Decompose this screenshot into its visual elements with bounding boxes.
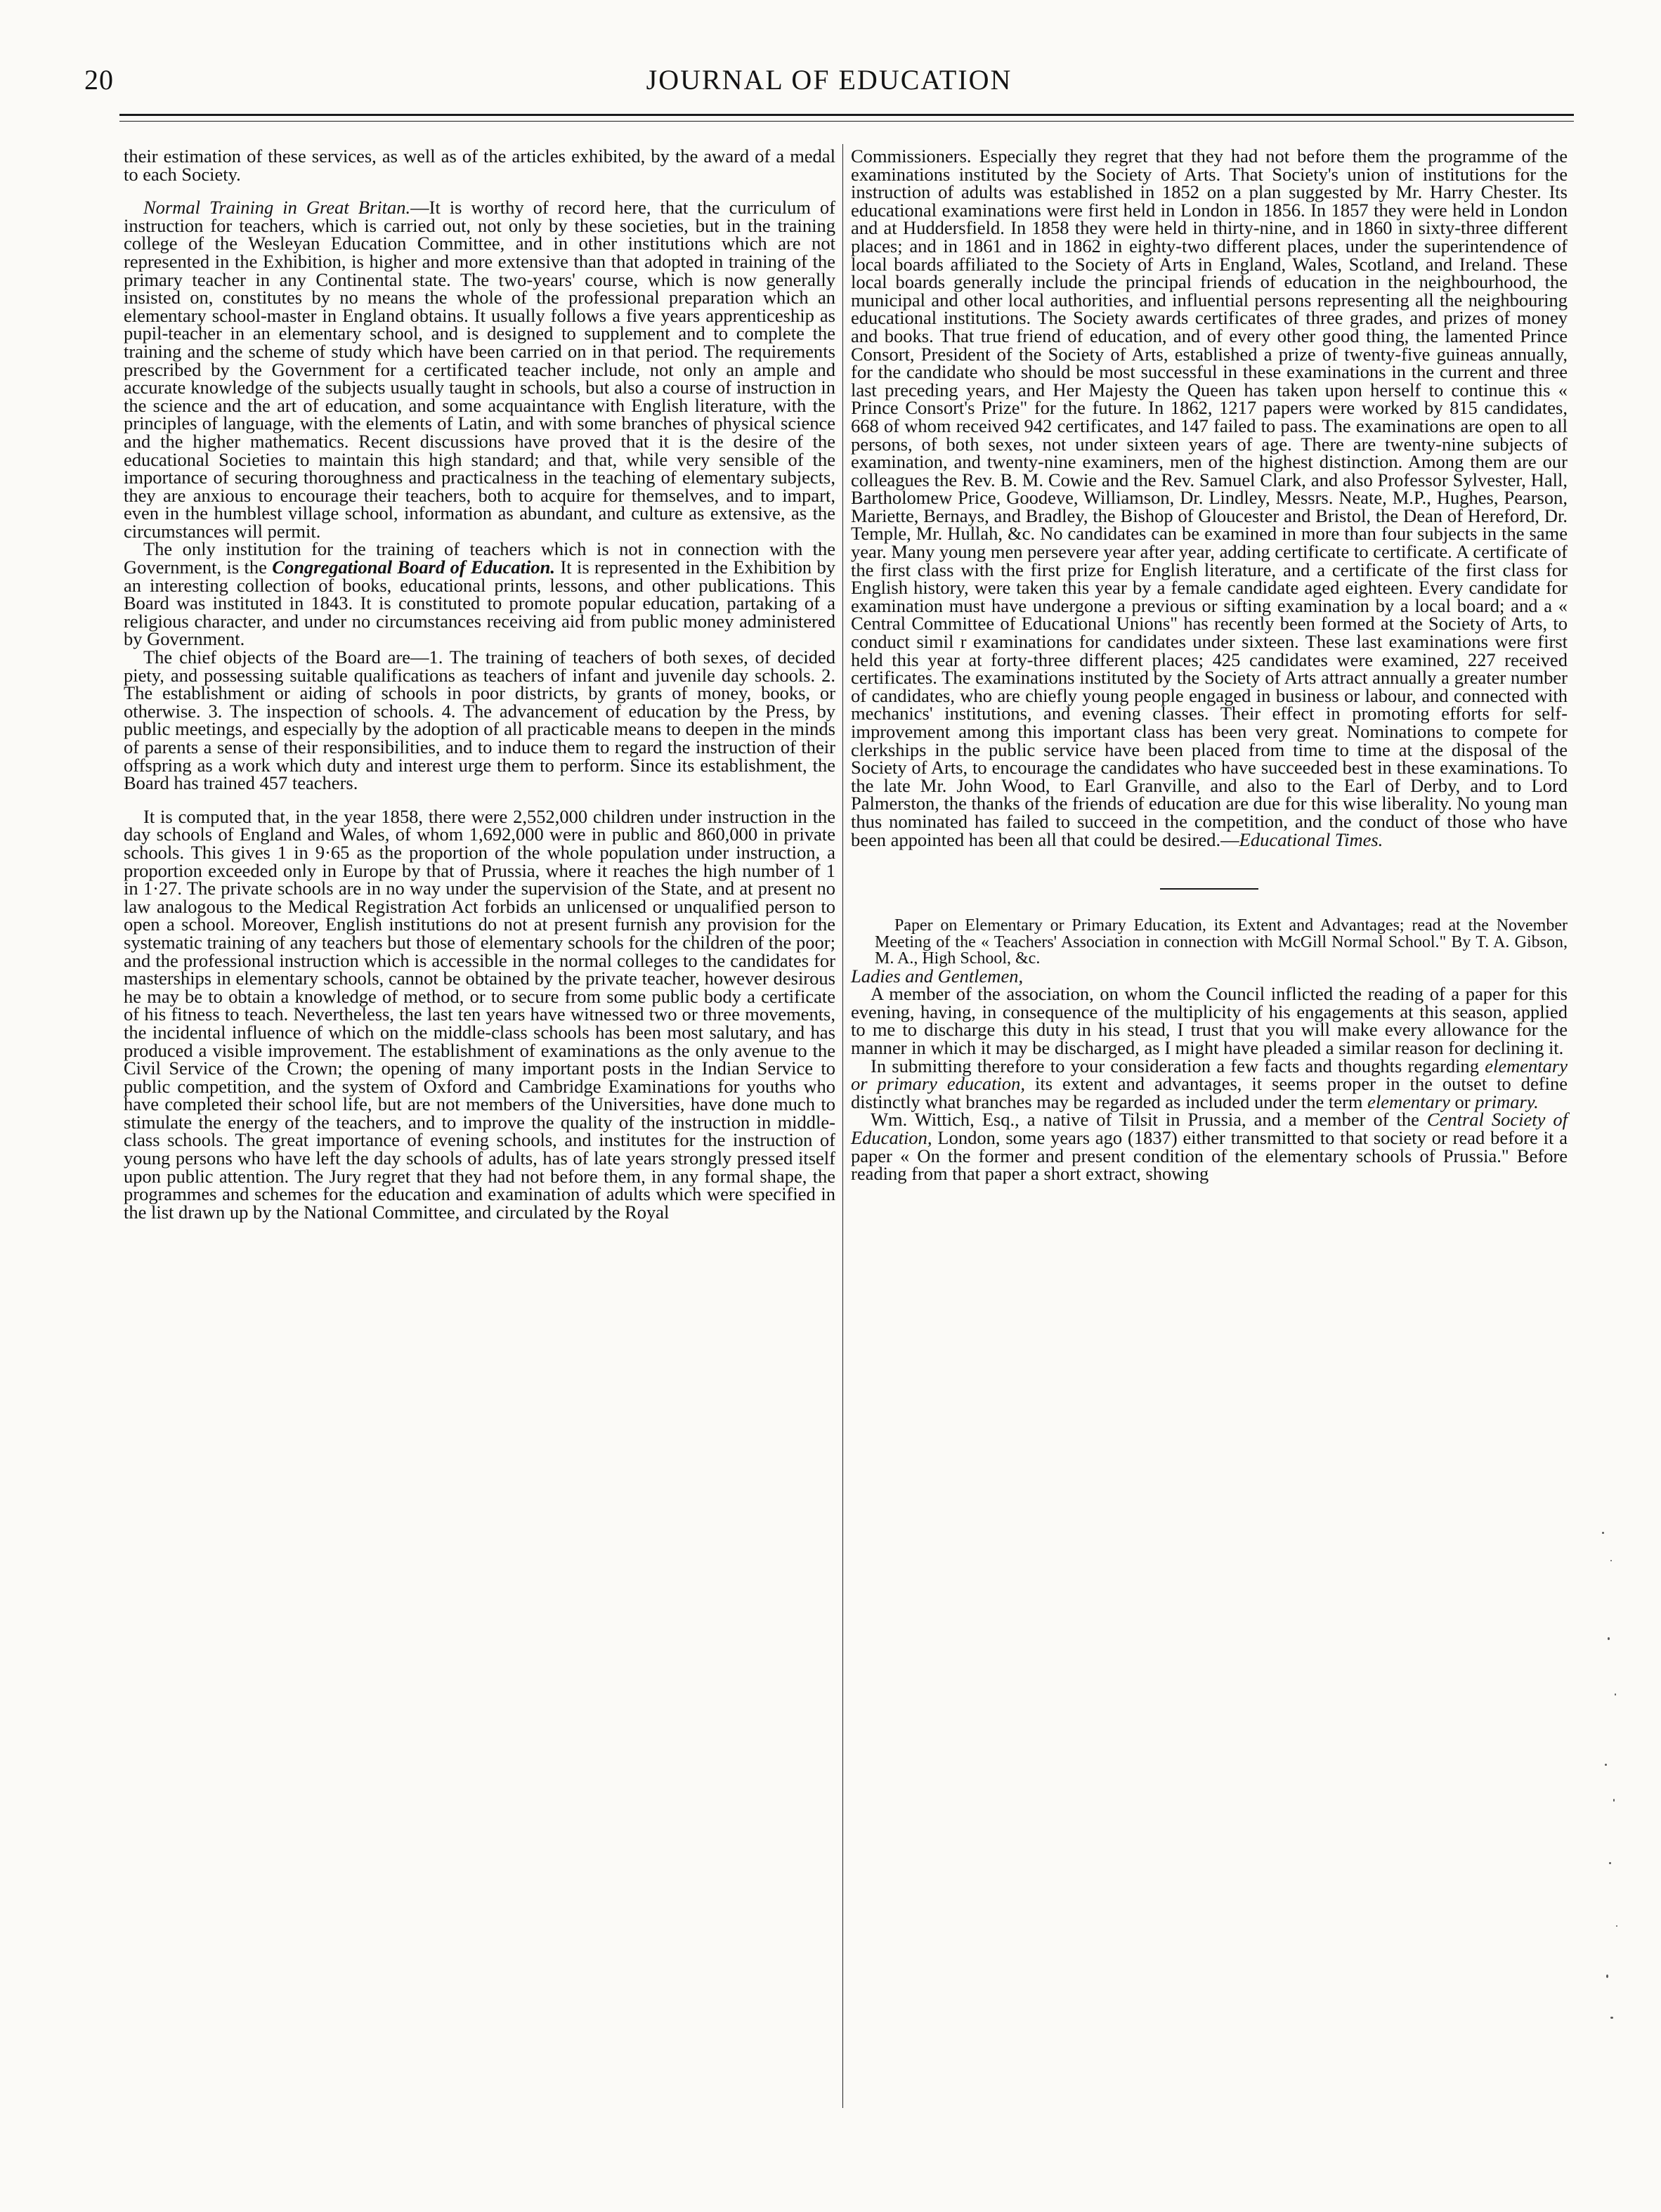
right-paragraph-2: A member of the association, on whom the Council inflicted the reading of a paper for this evening, having, in consequence of the multiplicity of his engagements at this season, applied to me to discharge this duty in his stead, I trust that you will make every allowance for the manner in which it may be discharged, as I might have pleaded a similar reason for declining it. (851, 983, 1568, 1059)
left-paragraph-3 (124, 540, 835, 649)
left-paragraph-2-body: —It is worthy of record here, that the curriculum of instruction for teachers, which is carried out, not only by these societies, but in the training college of the Wesleyan Education Committee, and in other institutions which are not represented in the Exhibition, is higher and more extensive than that adopted in training of the primary teacher in any Continental state. The two-years' course, which is now generally insisted on, constitutes by no means the whole of the professional preparation which an elementary school-master in England obtains. It usually follows a five years apprenticeship as pupil-teacher in an elementary school, and is designed to supplement and to complete the training and the scheme of study which have been carried on in that period. The requirements prescribed by the Government for a certificated teacher include, not only an ample and accurate knowledge of the subjects usually taught in schools, but also a course of instruction in the science and the art of education, and some acquaintance with English literature, with the principles of language, with the elements of Latin, and with some branches of physical science and the higher mathematics. Recent discussions have proved that it is the desire of the educational Societies to maintain this high standard; and that, while very sensible of the importance of securing thoroughness and practicalness in the teaching of elementary subjects, they are anxious to encourage their teachers, both to acquire for themselves, and to impart, even in the humblest village school, information as abundant, and culture as extensive, as the circumstances will permit. (124, 197, 836, 542)
right-paragraph-3 (851, 1055, 1568, 1112)
scan-speck (1610, 2017, 1613, 2019)
source-attribution: Educational Times. (1239, 828, 1383, 850)
header-rule-thick (119, 114, 1574, 116)
right-paragraph-4-after: London, some years ago (1837) either transmitted to that society or read before it a paper « On the former and present condition of the elementary schools of Prussia." Before reading from that paper a short extract, showing (851, 1127, 1568, 1185)
left-paragraph-1: their estimation of these services, as well as of the articles exhibited, by the award of a medal to each Society. (124, 145, 835, 185)
page-header (84, 60, 1574, 103)
salutation: Ladies and Gentlemen, (851, 965, 1024, 987)
section-separator-rule (1160, 888, 1258, 890)
term-elementary: elementary (1367, 1091, 1450, 1112)
column-divider (842, 144, 843, 2108)
scan-speck (1613, 1799, 1615, 1802)
congregational-board-name: Congregational Board of Education. (272, 557, 556, 578)
scan-speck (1602, 1532, 1604, 1534)
paper-heading: Paper on Elementary or Primary Education, its Extent and Advantages; read at the November Meeting of the « Teachers' Association in connection with McGill Normal School." By T. A. Gibson, M. A., High School, &c. (875, 916, 1568, 968)
scan-speck (1605, 1764, 1607, 1766)
left-paragraph-5: It is computed that, in the year 1858, there were 2,552,000 children under instruction in the day schools of England and Wales, of whom 1,692,000 were in public and 860,000 in private schools. This gives 1 in 9·65 as the proportion of the whole population under instruction, a proportion exceeded only in Europe by that of Prussia, where it reaches the high number of 1 in 1·27. The private schools are in no way under the supervision of the State, and at present no law analogous to the Medical Registration Act forbids an unlicensed or unqualified person to open a school. Moreover, English institutions do not at present furnish any provision for the systematic training of any teachers but those of elementary schools for the children of the poor; and the professional instruction which is accessible in the normal colleges to the candidates for masterships in elementary schools, cannot be obtained by the private teacher, however desirous he may be to obtain a knowledge of method, or to secure from some public body a certificate of his fitness to teach. Nevertheless, the last ten years have witnessed two or three movements, the incidental influence of which on the middle-class schools has been most salutary, and has produced a visible improvement. The establishment of examinations as the only avenue to the Civil Service of the Crown; the opening of many important posts in the Indian Service to public competition, and the system of Oxford and Cambridge Examinations for youths who have completed their school life, but are not members of the Universities, have done much to stimulate the energy of the teachers, and to improve the quality of the instruction in middle-class schools. The great importance of evening schools, and institutes for the instruction of young persons who have left the day schools of adults, has of late years strongly pressed itself upon public attention. The Jury regret that they had not before them, in any formal shape, the programmes and schemes for the education and examination of adults which were specified in the list drawn up by the National Committee, and circulated by the Royal (124, 805, 835, 1223)
term-primary: primary. (1475, 1091, 1539, 1112)
right-paragraph-4-before: Wm. Wittich, Esq., a native of Tilsit in Prussia, and a member of the (871, 1109, 1427, 1131)
right-paragraph-4 (851, 1111, 1568, 1183)
word-or: or (1450, 1091, 1476, 1112)
scan-speck (1608, 1637, 1610, 1640)
right-paragraph-3-middle: its extent and advantages, it seems proper in the outset to define distinctly what branches may be regarded as included under the term (851, 1073, 1568, 1112)
scan-speck (1610, 1560, 1612, 1561)
right-paragraph-1-body: Commissioners. Especially they regret that they had not before them the programme of the examinations instituted by the Society of Arts. That Society's union of institutions for the instruction of adults was established in 1852 on a plan suggested by Mr. Harry Chester. Its educational examinations were first held in London in 1856. In 1857 they were held in London and at Huddersfield. In 1858 they were held in thirty-nine, and in 1860 in sixty-three different places; and in 1861 and in 1862 in eighty-two different places, under the superintendence of local boards affiliated to the Society of Arts in England, Wales, Scotland, and Ireland. These local boards generally include the principal friends of education in the neighbourhood, the municipal and other local authorities, and influential persons representing all the neighbouring educational institutions. The Society awards certificates of three grades, and prizes of money and books. That true friend of education, and of every other good thing, the lamented Prince Consort, President of the Society of Arts, established a prize of twenty-five guineas annually, for the candidate who should be most successful in these examinations in the current and three last preceding years, and Her Majesty the Queen has taken upon herself to continue this « Prince Consort's Prize" for the future. In 1862, 1217 papers were worked by 815 candidates, 668 of whom received 942 certificates, and 147 failed to pass. The examinations are open to all persons, of both sexes, not under sixteen years of age. There are twenty-nine subjects of examination, and twenty-nine examiners, men of the highest distinction. Among them are our colleagues the Rev. B. M. Cowie and the Rev. Samuel Clark, and also Professor Sylvester, Hall, Bartholomew Price, Goodeve, Williamson, Dr. Lindley, Messrs. Neate, M.P., Hughes, Pearson, Mariette, Bernays, and Bradley, the Bishop of Gloucester and Bristol, the Dean of Hereford, Dr. Temple, Mr. Hullah, &c. No candidates can be examined in more than four subjects in the same year. Many young men persevere year after year, adding certificate to certificate. A certificate of the first class with the first prize for English literature, and a certificate of the first class for English history, were taken this year by a female candidate aged eighteen. Every candidate for examination must have undergone a previous or sifting examination by a local board; and a « Central Committee of Educational Unions" has recently been formed at the Society of Arts, to conduct simil r examinations for candidates under sixteen. These last examinations were first held this year at forty-three different places; 425 candidates were examined, 227 received certificates. The examinations instituted by the Society of Arts attract annually a greater number of candidates, who are chiefly young people engaged in business or labour, and connected with mechanics' institutions, and evening classes. Their effect in promoting efforts for self-improvement among this important class has been very great. Nominations to compete for clerkships in the public service have been placed from time to time at the disposal of the Society of Arts, to encourage the candidates who have succeeded best in these examinations. To the late Mr. John Wood, to Earl Granville, and also to the Earl of Derby, and to Lord Palmerston, the thanks of the friends of education are due for this wise liberality. No young man thus nominated has failed to succeed in the competition, and the conduct of those who have been appointed has been all that could be desired.— (851, 145, 1568, 850)
scan-speck (1615, 1693, 1616, 1696)
left-paragraph-2 (124, 199, 835, 540)
central-society-name: Central Society of Education, (851, 1109, 1568, 1148)
right-paragraph-3-before: In submitting therefore to your consideration a few facts and thoughts regarding (871, 1055, 1485, 1076)
header-rule-thin (119, 121, 1574, 122)
scan-speck (1609, 1862, 1611, 1864)
journal-title: JOURNAL OF EDUCATION (646, 64, 1012, 96)
page-number: 20 (84, 64, 114, 96)
scan-speck (1616, 1925, 1617, 1927)
scan-speck (1606, 1974, 1608, 1978)
left-paragraph-4: The chief objects of the Board are—1. The training of teachers of both sexes, of decided piety, and possessing suitable qualifications as teachers of infant and juvenile day schools. 2. The establishment or aiding of schools in poor districts, by grants of money, books, or otherwise. 3. The inspection of schools. 4. The advancement of education by the Press, by public meetings, and especially by the adoption of all practicable means to deepen in the minds of parents a sense of their responsibilities, and to induce them to regard the instruction of their offspring as a work which duty and interest urge them to perform. Since its establishment, the Board has trained 457 teachers. (124, 646, 835, 794)
left-paragraph-3-after: It is represented in the Exhibition by an interesting collection of books, educational prints, lessons, and other publications. This Board was instituted in 1843. It is constituted to promote popular education, partaking of a religious character, and under no circumstances receiving aid from public money administered by Government. (124, 557, 835, 650)
margin-scan-specks (1589, 1532, 1631, 2038)
left-column (124, 145, 836, 1223)
section-heading-normal-training: Normal Training in Great Britan. (143, 197, 411, 219)
right-column (851, 145, 1568, 1185)
right-paragraph-1 (851, 145, 1568, 850)
term-elementary-primary-education: elementary or primary education, (851, 1055, 1568, 1095)
left-paragraph-3-before: The only institution for the training of teachers which is not in connection with the Government, is the (124, 538, 835, 578)
